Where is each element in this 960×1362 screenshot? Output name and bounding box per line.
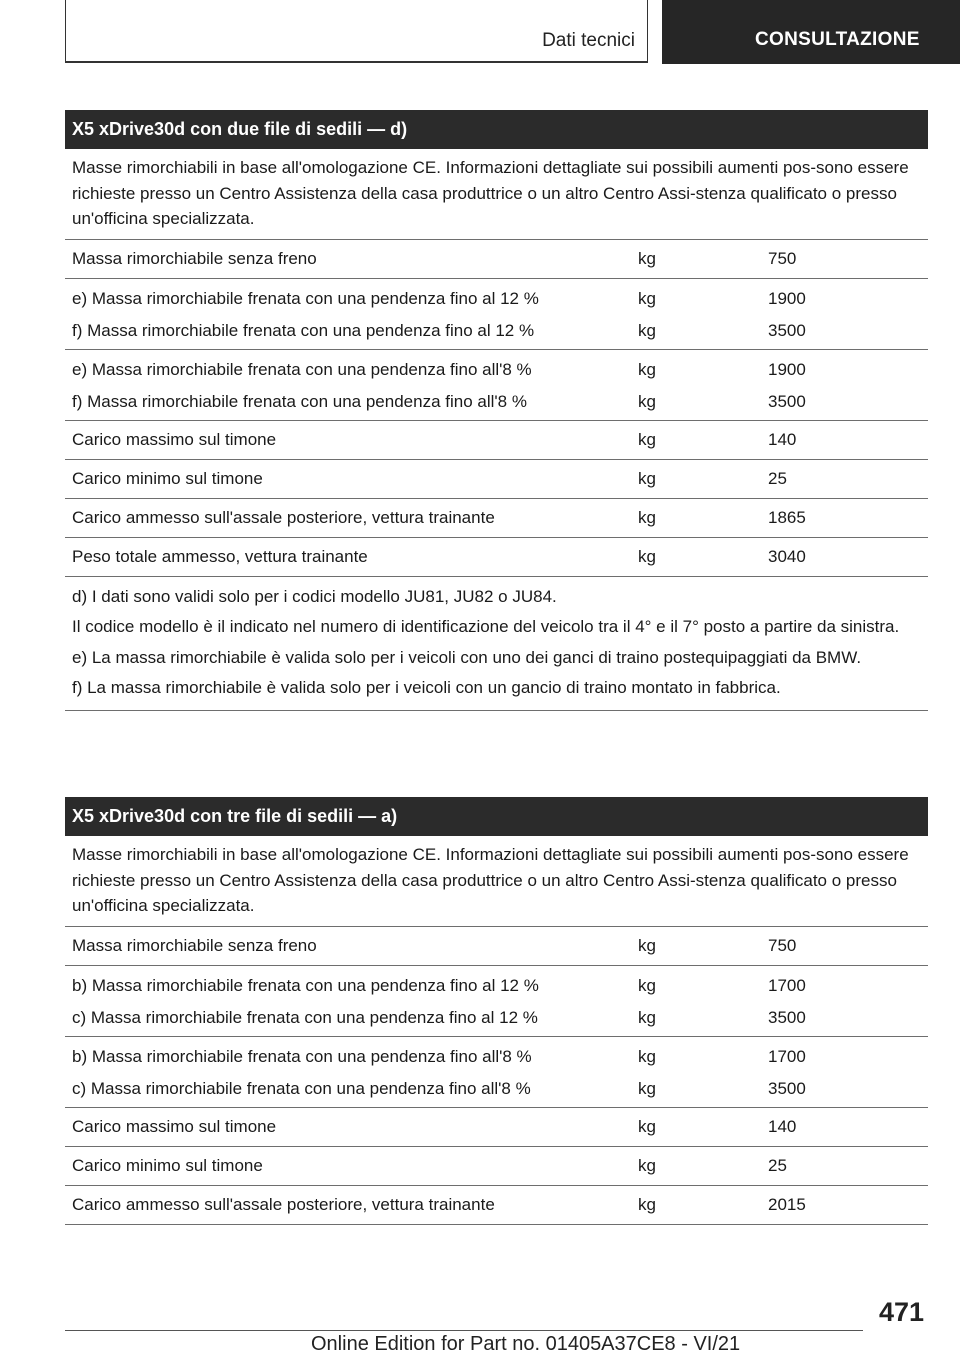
page-number: 471 — [878, 1297, 924, 1327]
header-section-tab — [65, 0, 648, 63]
row-unit: kg — [638, 507, 656, 527]
table-row — [65, 966, 928, 1037]
table-row — [65, 927, 928, 966]
row-label: Massa rimorchiabile senza freno — [72, 248, 317, 268]
row-value: 3500 — [768, 320, 806, 340]
section-title: X5 xDrive30d con due file di sedili — d) — [65, 110, 928, 149]
row-unit: kg — [638, 1194, 656, 1214]
row-value: 1700 — [768, 975, 806, 995]
row-label: e) Massa rimorchiabile frenata con una pendenza fino all'8 % — [72, 359, 532, 379]
row-unit: kg — [638, 1046, 656, 1066]
section-intro: Masse rimorchiabili in base all'omologazione CE. Informazioni dettagliate sui possibili aumenti pos-sono essere richieste presso un Centro Assistenza della casa produttrice o un altro Centro Assi-stenza qualificato o presso un'officina specializzata. — [65, 836, 928, 927]
table-row — [65, 499, 928, 538]
footnote: e) La massa rimorchiabile è valida solo per i veicoli con uno dei ganci di traino postequipaggiati da BMW. — [72, 647, 862, 667]
footer-edition: Online Edition for Part no. 01405A37CE8 - VI/21 — [311, 1333, 741, 1355]
row-unit: kg — [638, 320, 656, 340]
row-value: 1700 — [768, 1046, 806, 1066]
row-value: 1900 — [768, 359, 806, 379]
row-value: 1900 — [768, 288, 806, 308]
chapter-tab-label: CONSULTAZIONE — [755, 29, 920, 50]
table-row — [65, 350, 928, 421]
row-label: c) Massa rimorchiabile frenata con una pendenza fino al 12 % — [72, 1007, 538, 1027]
row-unit: kg — [638, 935, 656, 955]
row-value: 3500 — [768, 1007, 806, 1027]
table-row — [65, 538, 928, 577]
section-title: X5 xDrive30d con tre file di sedili — a) — [65, 797, 928, 836]
row-label: Carico massimo sul timone — [72, 429, 277, 449]
row-label: Carico ammesso sull'assale posteriore, vettura trainante — [72, 1194, 495, 1214]
row-label: Carico minimo sul timone — [72, 468, 263, 488]
table-row — [65, 1147, 928, 1186]
row-value: 750 — [768, 935, 797, 955]
row-unit: kg — [638, 391, 656, 411]
footnote: Il codice modello è il indicato nel numero di identificazione del veicolo tra il 4° e il 7° posto a partire da sinistra. — [72, 617, 900, 636]
row-value: 1865 — [768, 507, 806, 527]
row-unit: kg — [638, 429, 656, 449]
row-label: c) Massa rimorchiabile frenata con una pendenza fino all'8 % — [72, 1078, 531, 1098]
footnotes — [65, 577, 928, 711]
row-unit: kg — [638, 468, 656, 488]
row-unit: kg — [638, 1007, 656, 1027]
row-value: 3040 — [768, 546, 806, 566]
row-value: 3500 — [768, 1078, 806, 1098]
row-unit: kg — [638, 1155, 656, 1175]
row-value: 3500 — [768, 391, 806, 411]
row-value: 140 — [768, 1116, 797, 1136]
table-row — [65, 460, 928, 499]
row-unit: kg — [638, 1116, 656, 1136]
row-value: 140 — [768, 429, 797, 449]
table-row — [65, 421, 928, 460]
section-two-rows-seats — [65, 110, 928, 711]
footer-divider — [65, 1330, 863, 1331]
section-tab-label: Dati tecnici — [542, 30, 635, 51]
row-label: b) Massa rimorchiabile frenata con una pendenza fino all'8 % — [72, 1046, 532, 1066]
row-unit: kg — [638, 288, 656, 308]
footnote: f) La massa rimorchiabile è valida solo per i veicoli con un gancio di traino montato in fabbrica. — [72, 678, 781, 697]
row-unit: kg — [638, 1078, 656, 1098]
row-label: Carico ammesso sull'assale posteriore, vettura trainante — [72, 507, 495, 527]
footnote: d) I dati sono validi solo per i codici modello JU81, JU82 o JU84. — [72, 586, 557, 606]
row-value: 25 — [768, 1155, 787, 1175]
row-label: Massa rimorchiabile senza freno — [72, 935, 317, 955]
table-row — [65, 279, 928, 350]
section-intro: Masse rimorchiabili in base all'omologazione CE. Informazioni dettagliate sui possibili aumenti pos-sono essere richieste presso un Centro Assistenza della casa produttrice o un altro Centro Assi-stenza qualificato o presso un'officina specializzata. — [65, 149, 928, 240]
table-row — [65, 1186, 928, 1225]
section-three-rows-seats — [65, 797, 928, 1225]
row-value: 2015 — [768, 1194, 806, 1214]
row-unit: kg — [638, 975, 656, 995]
row-label: f) Massa rimorchiabile frenata con una pendenza fino all'8 % — [72, 391, 527, 411]
header-chapter-tab — [662, 0, 960, 64]
row-unit: kg — [638, 248, 656, 268]
row-label: e) Massa rimorchiabile frenata con una pendenza fino al 12 % — [72, 288, 539, 308]
row-label: Peso totale ammesso, vettura trainante — [72, 546, 368, 566]
row-unit: kg — [638, 359, 656, 379]
row-label: f) Massa rimorchiabile frenata con una pendenza fino al 12 % — [72, 320, 535, 340]
row-unit: kg — [638, 546, 656, 566]
row-label: Carico minimo sul timone — [72, 1155, 263, 1175]
row-label: Carico massimo sul timone — [72, 1116, 277, 1136]
row-label: b) Massa rimorchiabile frenata con una pendenza fino al 12 % — [72, 975, 539, 995]
table-row — [65, 1037, 928, 1108]
table-row — [65, 1108, 928, 1147]
row-value: 750 — [768, 248, 797, 268]
row-value: 25 — [768, 468, 787, 488]
table-row — [65, 240, 928, 279]
